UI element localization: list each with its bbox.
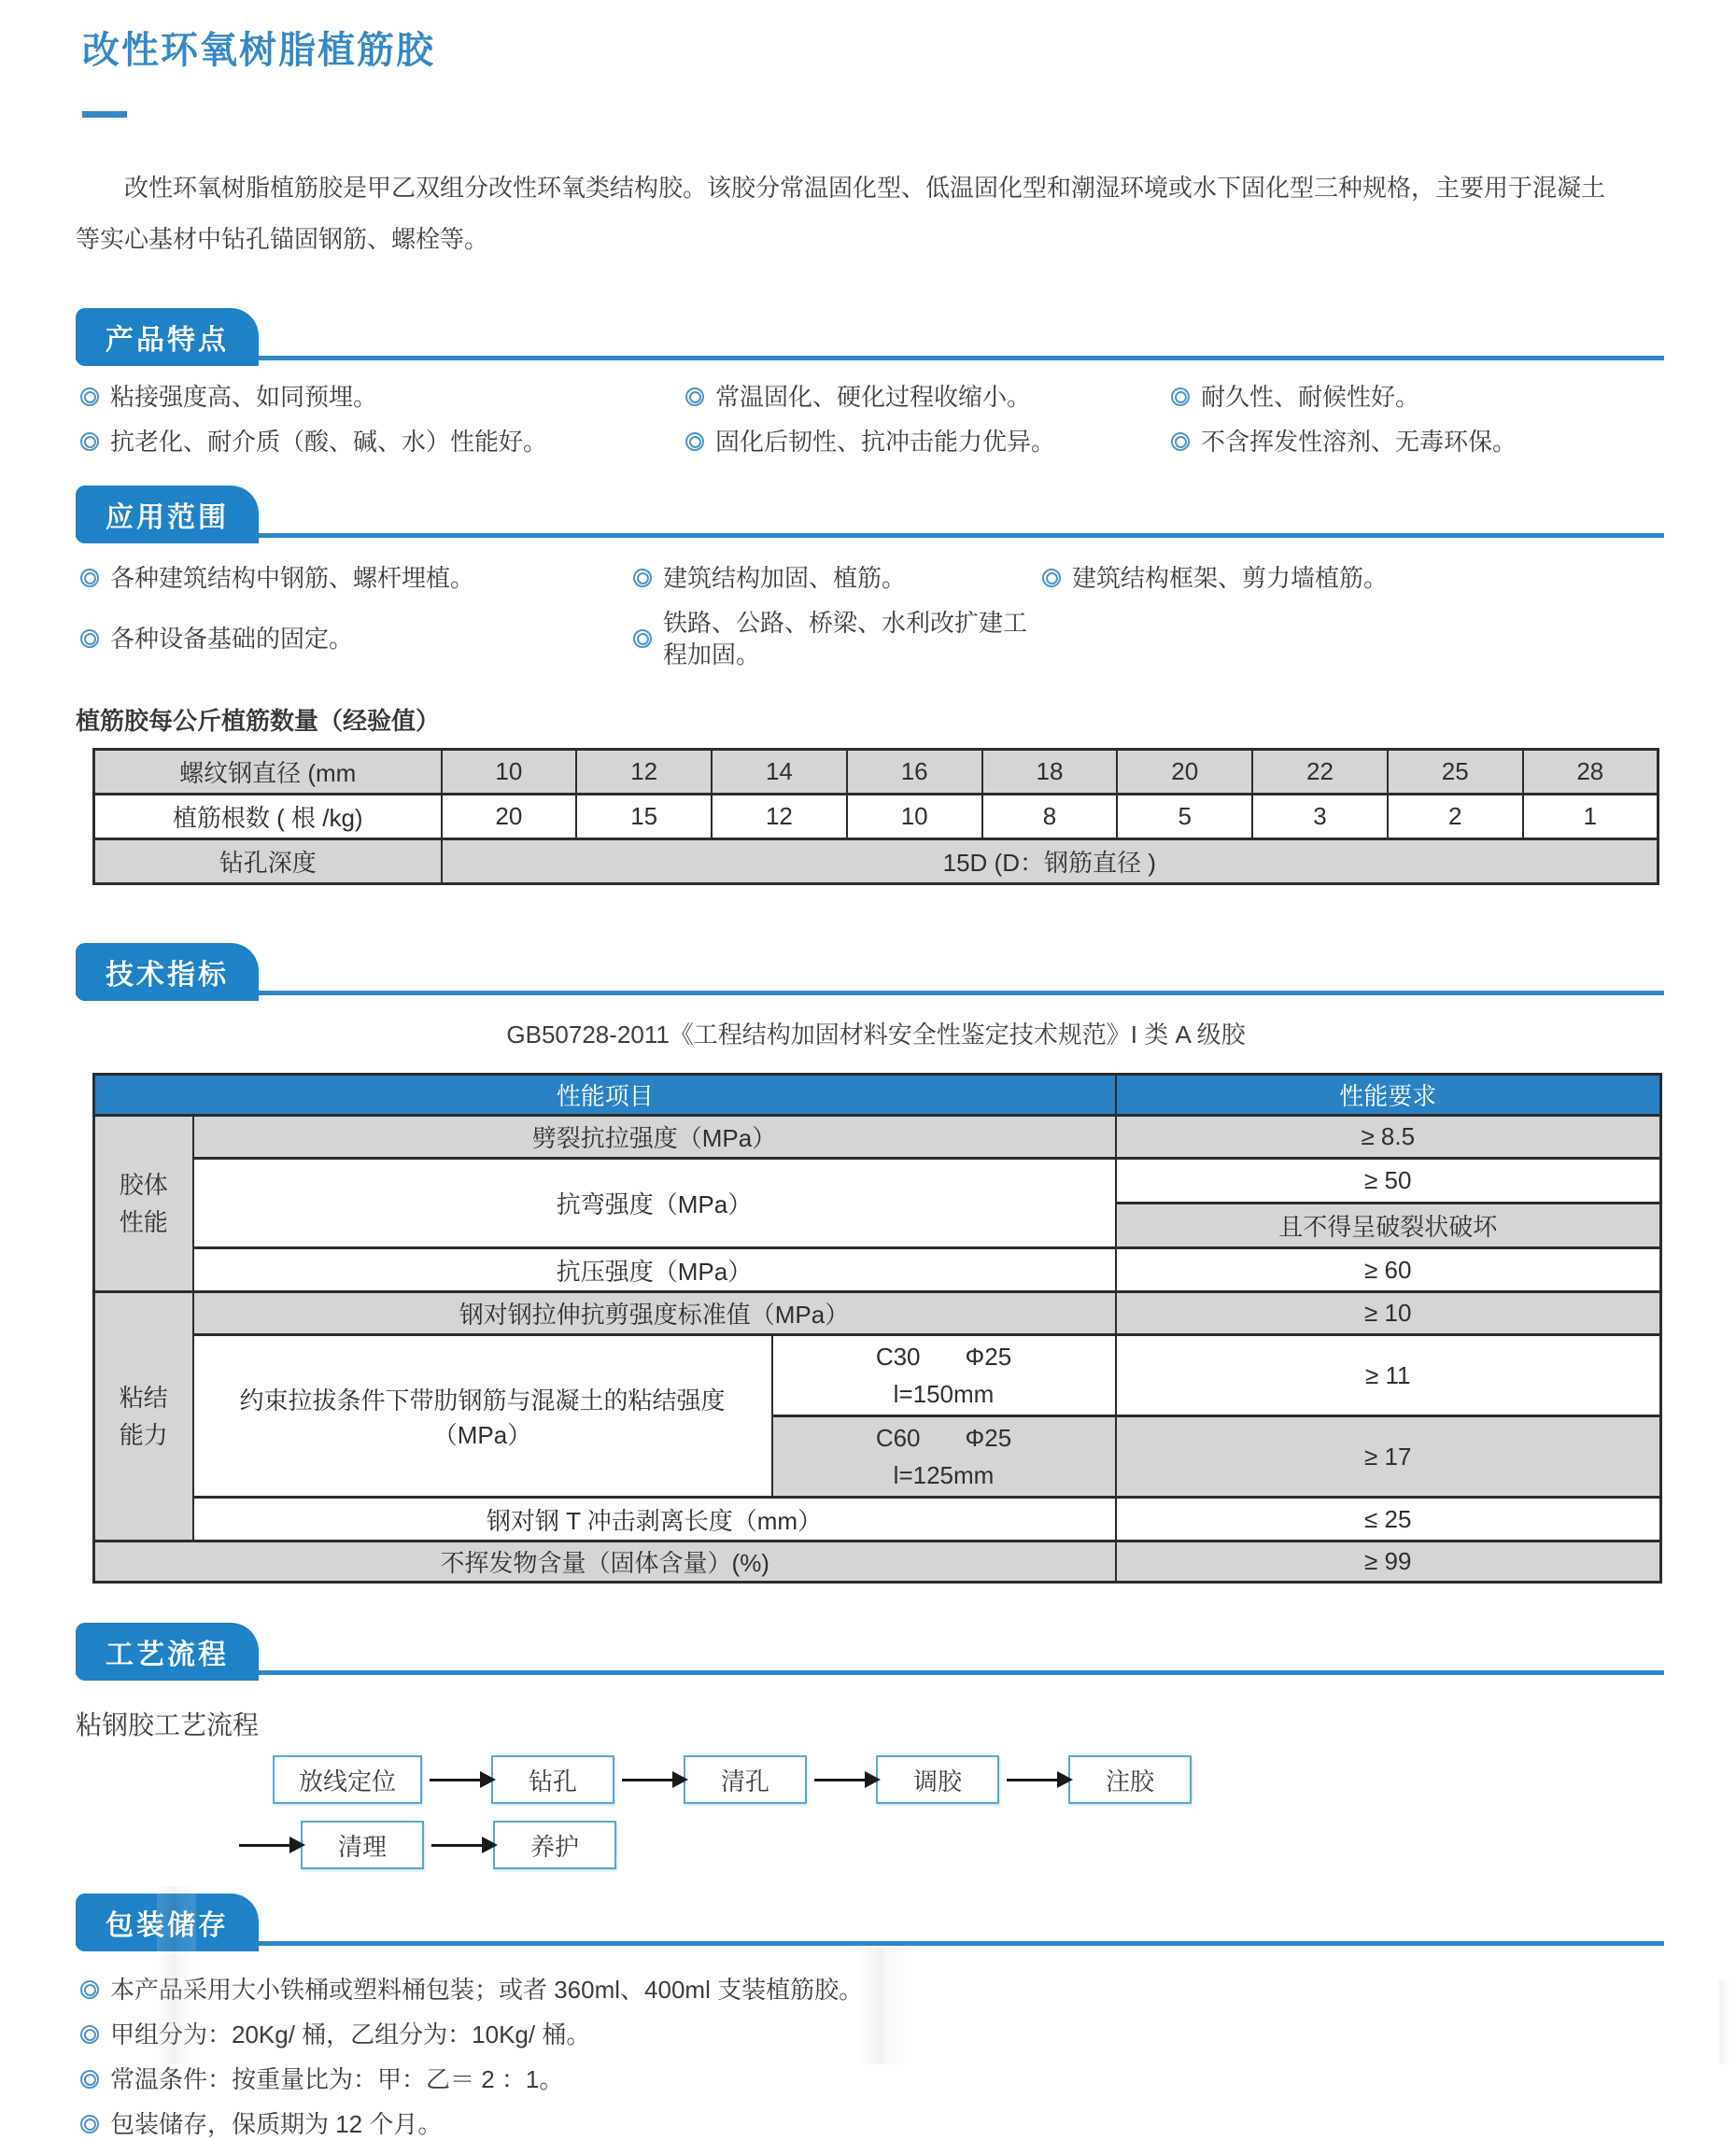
group-label-line: 胶体 <box>119 1171 168 1199</box>
process-badge <box>76 1623 259 1681</box>
table-cell: 15 <box>576 795 712 839</box>
list-item-label: 常温固化、硬化过程收缩小。 <box>715 383 1032 411</box>
packaging-list <box>80 1974 1664 2140</box>
flow-step: 放线定位 <box>273 1755 422 1804</box>
spec-req-cell: ≥ 17 <box>1116 1416 1661 1498</box>
list-item-label: 常温条件：按重量比为：甲：乙＝ 2 ：1。 <box>110 2065 564 2093</box>
table-cell: 8 <box>982 795 1118 839</box>
table-cell: 14 <box>712 750 847 795</box>
table-cell: 16 <box>847 750 982 795</box>
flow-step: 钻孔 <box>491 1755 614 1804</box>
list-item-label: 不含挥发性溶剂、无毒环保。 <box>1201 428 1517 456</box>
list-item <box>80 562 633 594</box>
list-item <box>80 2108 1664 2140</box>
list-item <box>685 381 1171 413</box>
spec-req-cell: ≤ 25 <box>1116 1498 1661 1542</box>
table-row <box>94 795 1658 839</box>
spec-req-cell: ≥ 8.5 <box>1116 1116 1661 1159</box>
section-rule <box>76 1670 1664 1675</box>
double-circle-bullet-icon <box>80 2070 99 2089</box>
double-circle-bullet-icon <box>685 432 704 451</box>
applications-list <box>80 562 1664 670</box>
list-item-label: 甲组分为：20Kg/ 桶，乙组分为：10Kg/ 桶。 <box>110 2020 591 2048</box>
list-item-label: 包装储存，保质期为 12 个月。 <box>110 2110 443 2138</box>
list-item <box>80 426 685 458</box>
list-item <box>80 1974 1664 2006</box>
packaging-badge <box>76 1894 259 1951</box>
spec-label-cell: 抗压强度（MPa） <box>193 1248 1116 1292</box>
flow-step: 注胶 <box>1068 1755 1192 1804</box>
section-rule <box>76 991 1664 995</box>
list-item <box>685 426 1171 458</box>
double-circle-bullet-icon <box>80 569 99 587</box>
list-item-label: 固化后韧性、抗冲击能力优异。 <box>715 428 1056 456</box>
section-header-packaging <box>76 1894 1664 1951</box>
list-item-label: 耐久性、耐候性好。 <box>1201 383 1420 411</box>
group-label-line: 粘结 <box>119 1384 168 1412</box>
embed-length: l=150mm <box>893 1380 995 1408</box>
row-header-cell: 螺纹钢直径 (mm <box>94 750 442 795</box>
condition-cell-c30 <box>772 1335 1116 1416</box>
arrow-right-icon <box>622 1779 674 1781</box>
spec-label-cell: 约束拉拔条件下带肋钢筋与混凝土的粘结强度（MPa） <box>193 1335 772 1498</box>
arrow-right-icon <box>814 1779 867 1781</box>
section-rule <box>76 1941 1664 1946</box>
spec-req-cell: ≥ 99 <box>1116 1542 1661 1583</box>
table-row <box>94 1335 1661 1416</box>
arrow-right-icon <box>239 1844 291 1847</box>
list-item-label: 建筑结构加固、植筋。 <box>663 564 907 592</box>
spec-req-cell: ≥ 11 <box>1116 1335 1661 1416</box>
double-circle-bullet-icon <box>1171 387 1190 406</box>
content-area <box>76 0 1664 2140</box>
concrete-grade: C60 <box>875 1424 921 1452</box>
rebar-phi: Φ25 <box>965 1343 1012 1371</box>
group-label-line: 能力 <box>119 1421 168 1449</box>
page-title: 改性环氧树脂植筋胶 <box>82 30 435 71</box>
spec-label-cell: 钢对钢拉伸抗剪强度标准值（MPa） <box>193 1292 1116 1335</box>
table-cell: 22 <box>1252 750 1388 795</box>
table-cell: 28 <box>1523 750 1658 795</box>
list-item-label: 各种建筑结构中钢筋、螺杆埋植。 <box>110 564 475 592</box>
list-item <box>80 2019 1664 2050</box>
list-item <box>1171 426 1664 458</box>
section-header-specs <box>76 943 1664 1001</box>
concrete-grade: C30 <box>875 1343 921 1371</box>
table-row <box>94 1498 1661 1542</box>
arrow-right-icon <box>1007 1779 1059 1781</box>
list-item-label: 建筑结构框架、剪力墙植筋。 <box>1072 564 1389 592</box>
table-cell: 15D (D：钢筋直径 ) <box>442 839 1658 884</box>
double-circle-bullet-icon <box>1042 569 1061 587</box>
table-row <box>94 1248 1661 1292</box>
list-item <box>1171 381 1664 413</box>
spec-table <box>92 1073 1662 1584</box>
double-circle-bullet-icon <box>80 387 99 406</box>
double-circle-bullet-icon <box>633 569 652 587</box>
table-row <box>94 1159 1661 1204</box>
table-cell: 12 <box>712 795 847 839</box>
rebar-count-table <box>92 748 1659 885</box>
spec-req-cell: 且不得呈破裂状破坏 <box>1116 1204 1661 1248</box>
table-cell: 20 <box>1117 750 1252 795</box>
process-subtitle: 粘钢胶工艺流程 <box>76 1711 260 1739</box>
spec-label-cell: 劈裂抗拉强度（MPa） <box>193 1116 1116 1159</box>
table-cell: 10 <box>847 795 982 839</box>
double-circle-bullet-icon <box>633 629 652 648</box>
group-cell-colloid <box>94 1116 193 1292</box>
table-cell: 3 <box>1252 795 1388 839</box>
table-cell: 18 <box>982 750 1118 795</box>
list-item-label: 抗老化、耐介质（酸、碱、水）性能好。 <box>110 428 548 456</box>
list-item-label: 各种设备基础的固定。 <box>110 625 354 653</box>
condition-line <box>779 1419 1109 1457</box>
double-circle-bullet-icon <box>1171 432 1190 451</box>
section-rule <box>76 533 1664 538</box>
group-label-line: 性能 <box>119 1208 168 1236</box>
title-underline-dash <box>82 111 127 118</box>
applications-badge <box>76 486 259 543</box>
double-circle-bullet-icon <box>80 629 99 648</box>
double-circle-bullet-icon <box>80 2025 99 2044</box>
section-header-applications <box>76 486 1664 543</box>
group-cell-bonding <box>94 1292 193 1542</box>
double-circle-bullet-icon <box>80 1980 99 1999</box>
section-header-features <box>76 308 1664 366</box>
list-item <box>633 607 1042 670</box>
list-item <box>80 381 685 413</box>
table-row <box>94 1542 1661 1583</box>
flow-step: 养护 <box>493 1821 616 1869</box>
list-item <box>80 2063 1664 2095</box>
condition-line <box>779 1338 1109 1375</box>
flow-step: 清理 <box>301 1821 424 1869</box>
features-badge <box>76 308 259 366</box>
rebar-table-caption: 植筋胶每公斤植筋数量（经验值） <box>76 707 441 735</box>
table-cell: 5 <box>1117 795 1252 839</box>
table-row <box>94 839 1658 884</box>
applications-title: 应用范围 <box>106 502 229 533</box>
table-cell: 2 <box>1388 795 1523 839</box>
spec-req-cell: ≥ 10 <box>1116 1292 1661 1335</box>
flow-step: 清孔 <box>684 1755 807 1804</box>
spec-label-cell: 钢对钢 T 冲击剥离长度（mm） <box>193 1498 1116 1542</box>
list-item-label: 铁路、公路、桥梁、水利改扩建工程加固。 <box>663 609 1028 669</box>
intro-paragraph: 改性环氧树脂植筋胶是甲乙双组分改性环氧类结构胶。该胶分常温固化型、低温固化型和潮湿环境或水下固化型三种规格，主要用于混凝土等实心基材中钻孔锚固钢筋、螺栓等。 <box>76 174 1606 253</box>
features-title: 产品特点 <box>106 325 229 356</box>
flow-row-1 <box>273 1755 1664 1804</box>
packaging-title: 包装储存 <box>106 1910 229 1941</box>
column-header-item: 性能项目 <box>94 1075 1116 1116</box>
condition-cell-c60 <box>772 1416 1116 1498</box>
column-header-req: 性能要求 <box>1116 1075 1661 1116</box>
flow-row-2 <box>232 1821 1664 1869</box>
embed-length: l=125mm <box>893 1461 995 1489</box>
flow-step: 调胶 <box>876 1755 999 1804</box>
list-item-label: 本产品采用大小铁桶或塑料桶包装；或者 360ml、400ml 支装植筋胶。 <box>110 1976 864 2004</box>
features-list <box>80 381 1664 458</box>
process-title: 工艺流程 <box>106 1640 229 1670</box>
table-row <box>94 1116 1661 1159</box>
specs-title: 技术指标 <box>106 960 229 991</box>
standard-reference: GB50728-2011《工程结构加固材料安全性鉴定技术规范》I 类 A 级胶 <box>506 1021 1246 1049</box>
table-row <box>94 750 1658 795</box>
double-circle-bullet-icon <box>80 2115 99 2133</box>
faint-print-artifact <box>1716 1979 1729 2064</box>
spec-label-cell: 不挥发物含量（固体含量）(%) <box>94 1542 1116 1583</box>
table-cell: 12 <box>576 750 712 795</box>
spec-label-cell: 抗弯强度（MPa） <box>193 1159 1116 1248</box>
list-item <box>80 607 633 670</box>
arrow-right-icon <box>430 1779 482 1781</box>
list-item <box>633 562 1042 594</box>
table-cell: 10 <box>442 750 577 795</box>
double-circle-bullet-icon <box>80 432 99 451</box>
row-header-cell: 钻孔深度 <box>94 839 442 884</box>
row-header-cell: 植筋根数 ( 根 /kg) <box>94 795 442 839</box>
table-cell: 25 <box>1388 750 1523 795</box>
table-header-row <box>94 1075 1661 1116</box>
section-rule <box>76 356 1664 360</box>
list-item <box>1042 562 1664 594</box>
table-cell: 1 <box>1523 795 1658 839</box>
table-row <box>94 1292 1661 1335</box>
list-item-label: 粘接强度高、如同预埋。 <box>110 383 378 411</box>
section-header-process <box>76 1623 1664 1681</box>
spec-req-cell: ≥ 50 <box>1116 1159 1661 1204</box>
spec-req-cell: ≥ 60 <box>1116 1248 1661 1292</box>
double-circle-bullet-icon <box>685 387 704 406</box>
rebar-phi: Φ25 <box>965 1424 1012 1452</box>
arrow-right-icon <box>431 1844 484 1847</box>
table-cell: 20 <box>442 795 577 839</box>
specs-badge <box>76 943 259 1001</box>
